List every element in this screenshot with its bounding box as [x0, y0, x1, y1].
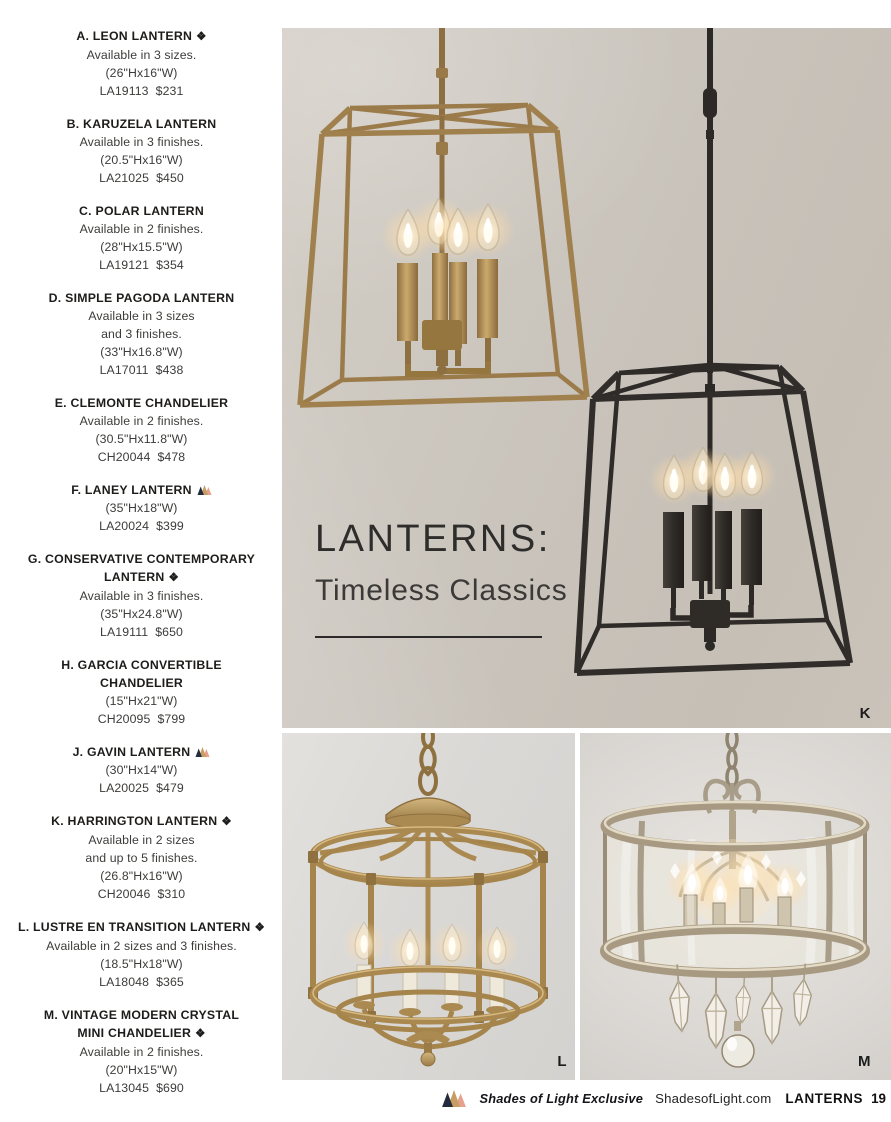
product-item	[0, 918, 283, 991]
crown-icon	[195, 747, 210, 757]
product-detail: LA19121 $354	[99, 258, 184, 272]
product-item	[0, 202, 283, 274]
section-label: LANTERNS	[785, 1090, 864, 1106]
product-detail: LA20025 $479	[99, 781, 184, 795]
product-title: L. LUSTRE EN TRANSITION LANTERN ❖	[17, 920, 266, 934]
product-detail: LA18048 $365	[99, 975, 184, 989]
product-detail: Available in 2 sizes	[88, 833, 195, 847]
product-detail: CH20044 $478	[97, 450, 186, 464]
product-item	[0, 115, 283, 187]
product-detail: (28"Hx15.5"W)	[100, 240, 183, 254]
product-title: CHANDELIER	[99, 676, 184, 690]
product-title: MINI CHANDELIER ❖	[77, 1026, 206, 1040]
hero-text-block	[315, 518, 568, 638]
product-detail: Available in 3 sizes	[88, 309, 195, 323]
diamond-icon: ❖	[196, 31, 207, 43]
product-detail: Available in 2 sizes and 3 finishes.	[46, 939, 237, 953]
product-item	[0, 289, 283, 379]
product-detail: (33"Hx16.8"W)	[100, 345, 183, 359]
photo-l	[282, 733, 575, 1080]
product-detail: Available in 3 finishes.	[79, 589, 204, 603]
product-detail: (26"Hx16"W)	[105, 66, 178, 80]
product-detail: (20.5"Hx16"W)	[100, 153, 183, 167]
product-item	[0, 812, 283, 903]
product-item	[0, 550, 283, 641]
product-detail: (35"Hx24.8"W)	[100, 607, 183, 621]
product-list	[0, 27, 283, 1112]
product-detail: CH20095 $799	[97, 712, 186, 726]
product-detail: and 3 finishes.	[101, 327, 182, 341]
photo-label-m: M	[858, 1053, 871, 1070]
crown-icon	[197, 485, 212, 495]
gold-lantern	[300, 28, 587, 405]
product-detail: Available in 2 finishes.	[79, 1045, 204, 1059]
product-detail: (26.8"Hx16"W)	[100, 869, 183, 883]
hero-heading: LANTERNS:	[315, 518, 551, 560]
product-detail: (30"Hx14"W)	[105, 763, 178, 777]
diamond-icon: ❖	[168, 572, 180, 584]
product-detail: LA13045 $690	[99, 1081, 184, 1095]
product-title: B. KARUZELA LANTERN	[66, 117, 217, 131]
page-number: 19	[871, 1090, 886, 1106]
product-title: G. CONSERVATIVE CONTEMPORARY	[27, 552, 256, 566]
product-title: K. HARRINGTON LANTERN ❖	[51, 814, 232, 828]
product-item	[0, 394, 283, 466]
photo-m	[580, 733, 891, 1080]
product-detail: Available in 3 sizes.	[86, 48, 197, 62]
product-detail: LA19111 $650	[100, 625, 183, 639]
product-title: D. SIMPLE PAGODA LANTERN	[48, 291, 235, 305]
product-item	[0, 1006, 283, 1097]
product-detail: CH20046 $310	[97, 887, 186, 901]
product-detail: LA21025 $450	[99, 171, 184, 185]
diamond-icon: ❖	[254, 922, 266, 934]
product-title: H. GARCIA CONVERTIBLE	[61, 658, 222, 672]
photo-label-l: L	[557, 1053, 567, 1070]
footer	[441, 1085, 886, 1111]
product-title: LANTERN ❖	[103, 570, 180, 584]
product-item	[0, 743, 283, 797]
exclusive-label: Shades of Light Exclusive	[479, 1090, 644, 1106]
product-detail: (15"Hx21"W)	[105, 694, 178, 708]
gold-drum-lantern-illustration	[282, 733, 575, 1080]
product-detail: LA17011 $438	[99, 363, 184, 377]
product-item	[0, 656, 283, 728]
hero-photo-k	[282, 28, 891, 728]
product-detail: and up to 5 finishes.	[85, 851, 198, 865]
product-detail: LA20024 $399	[99, 519, 184, 533]
product-title: J. GAVIN LANTERN	[0, 743, 283, 761]
product-title: A. LEON LANTERN ❖	[76, 29, 207, 43]
product-detail: LA19113 $231	[99, 84, 184, 98]
product-title: F. LANEY LANTERN	[0, 481, 283, 499]
crown-icon	[441, 1090, 467, 1107]
product-detail: (20"Hx15"W)	[105, 1063, 178, 1077]
product-detail: (35"Hx18"W)	[105, 501, 178, 515]
diamond-icon: ❖	[195, 1028, 206, 1040]
product-title: C. POLAR LANTERN	[79, 204, 204, 218]
hero-subheading: Timeless Classics	[315, 573, 568, 607]
hero-rule	[315, 636, 542, 638]
product-detail: (30.5"Hx11.8"W)	[95, 432, 188, 446]
product-item	[0, 27, 283, 100]
product-detail: (18.5"Hx18"W)	[100, 957, 183, 971]
product-detail: Available in 2 finishes.	[79, 414, 204, 428]
product-item	[0, 481, 283, 535]
product-title: M. VINTAGE MODERN CRYSTAL	[43, 1008, 240, 1022]
crystal-chandelier-illustration	[580, 733, 891, 1080]
photo-label-k: K	[859, 705, 871, 722]
product-detail: Available in 3 finishes.	[79, 135, 204, 149]
diamond-icon: ❖	[221, 816, 232, 828]
product-detail: Available in 2 finishes.	[79, 222, 204, 236]
black-lantern	[577, 28, 850, 673]
product-title: E. CLEMONTE CHANDELIER	[54, 396, 229, 410]
website-label: ShadesofLight.com	[655, 1090, 772, 1106]
